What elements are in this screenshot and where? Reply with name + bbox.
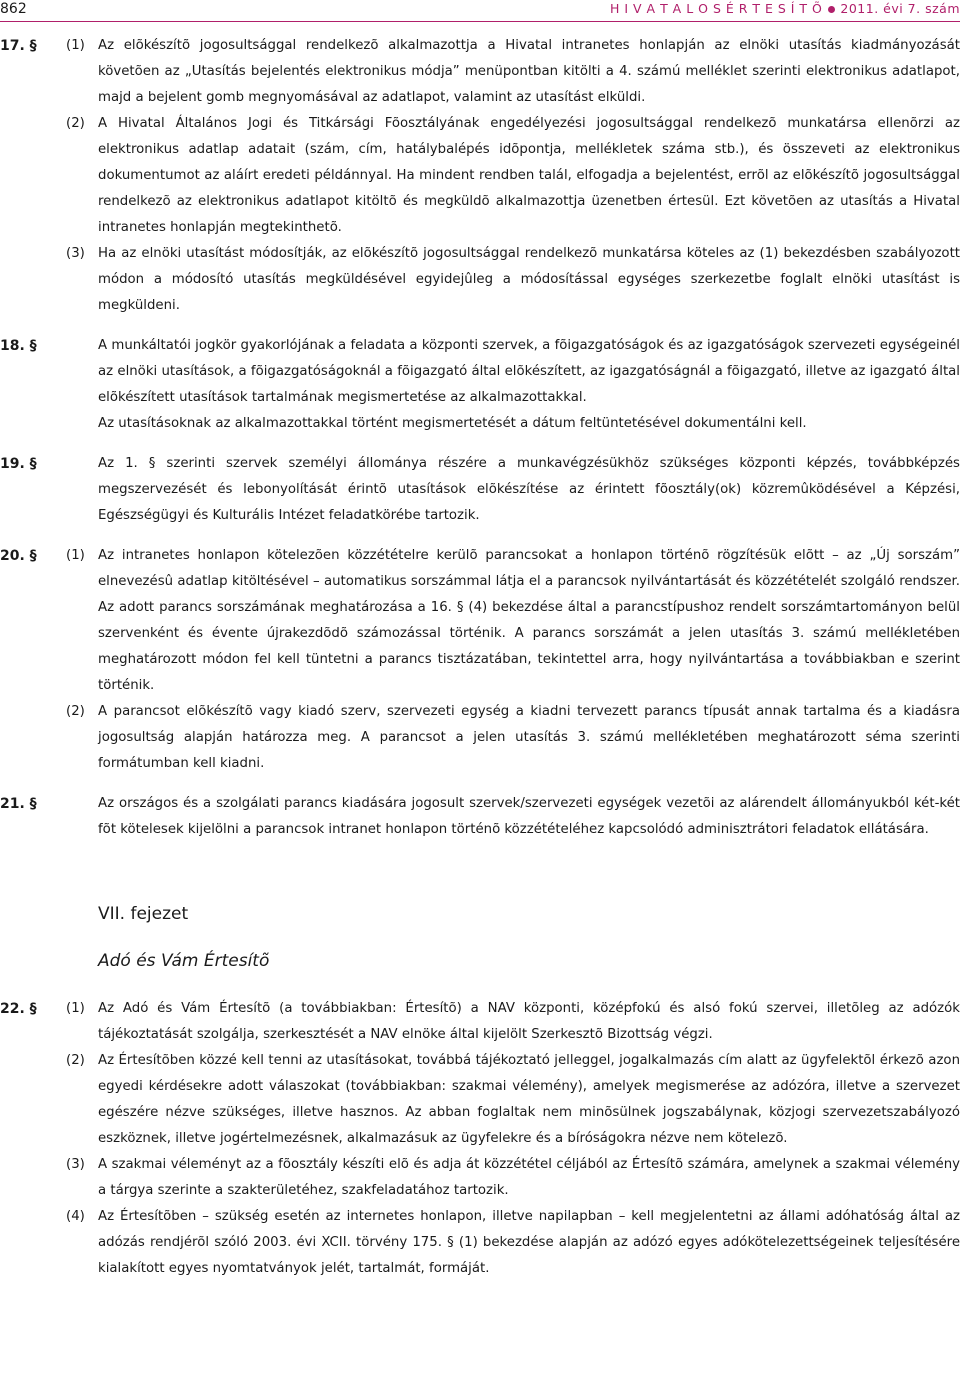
document-body [0,33,960,1282]
section-18 [0,333,960,437]
paragraph-text: Az Értesítõben közzé kell tenni az utasításokat, továbbá tájékoztató jelleggel, jogalkalmazás cím alatt az ügyfelektõl érkezõ azon egyedi kérdésekre adott válaszokat (továbbiakban: szakmai vélemény), amelyek megismerése az adózóra, illetve a szervezet egészére nézve szükséges, illetve hasznos. Az abban foglaltak nem minõsülnek jogszabálynak, közjogi szervezetszabályozó eszköznek, illetve jogértelmezésnek, alkalmazásuk az ügyfelekre és a bíróságokra nézve nem kötelezõ. [98,1053,960,1146]
paragraph [66,1204,960,1282]
section-20 [0,543,960,777]
paragraph [98,333,960,411]
paragraph-number: (2) [66,116,85,131]
paragraph [66,241,960,319]
paragraph [66,996,960,1048]
issue-label: 2011. évi 7. szám [840,1,960,16]
bullet-dot-icon [828,6,835,13]
paragraph-number: (2) [66,1053,85,1068]
paragraph-text: A munkáltatói jogkör gyakorlójának a feladata a központi szervek, a fõigazgatóságok és az igazgatóságok szervezeti egységeinél az elnöki utasítások, a fõigazgatóságoknál a fõigazgató által elõkészített, az igazgatóságnál a fõigazgató, illetve az igazgató által elõkészített utasítások tartalmának megismertetése az alkalmazottakkal. [98,338,960,405]
paragraph-text: Az intranetes honlapon kötelezõen közzétételre kerülõ parancsokat a honlapon történõ rögzítésük elõtt – az „Új sorszám” elnevezésû adatlap kitöltésével – automatikus sorszámmal látja el a parancsok nyilvántartását és közzétételét szolgáló rendszer. Az adott parancs sorszámának meghatározása a 16. § (4) bekezdése által a parancstípushoz rendelt sorszámtartományon belül szervenként és évente újrakezdõdõ számozással történik. A parancs sorszámát a jelen utasítás 3. számú mellékletében meghatározott módon fel kell tüntetni a parancs tisztázatában, tekintettel arra, hogy nyilvántartása a továbbiakban e szerint történik. [98,548,960,693]
section-number: 20. § [0,548,37,564]
paragraph-text: Az Értesítõben – szükség esetén az internetes honlapon, illetve napilapban – kell megjelentetni az állami adóhatóság által az adózás rendjérõl szóló 2003. évi XCII. törvény 175. § (1) bekezdése alapján az adózó egyes adókötelezettségeinek teljesítésére kialakított egyes nyomtatványok jelét, tartalmát, formáját. [98,1209,960,1276]
paragraph-number: (1) [66,38,85,53]
paragraph-number: (2) [66,704,85,719]
section-number: 21. § [0,796,37,812]
paragraph-text: A parancsot elõkészítõ vagy kiadó szerv, szervezeti egység a kiadni tervezett parancs típusát annak tartalma és a kiadásra jogosultság alapján határozza meg. A parancsot a jelen utasítás 3. számú mellékletében meghatározott séma szerinti formátumban kell kiadni. [98,704,960,771]
paragraph [66,1048,960,1152]
running-head [610,0,960,18]
chapter-subtitle: Adó és Vám Értesítõ [98,951,270,971]
paragraph-number: (1) [66,548,85,563]
paragraph [98,791,960,843]
paragraph-text: Ha az elnöki utasítást módosítják, az elõkészítõ jogosultsággal rendelkezõ munkatársa köteles az (1) bekezdésben szabályozott módon a módosító utasítás megküldésével egyidejûleg a módosítással egységes szerkezetbe foglalt elnöki utasítást is megküldeni. [98,246,960,313]
section-number: 22. § [0,1001,37,1017]
paragraph-text: Az Adó és Vám Értesítõ (a továbbiakban: Értesítõ) a NAV központi, középfokú és alsó fokú szervei, illetõleg az adózók tájékoztatását szolgálja, szerkesztését a NAV elnöke által kijelölt Szerkesztõ Bizottság végzi. [98,1001,960,1042]
paragraph [98,411,960,437]
paragraph-text: A Hivatal Általános Jogi és Titkársági Fõosztályának engedélyezési jogosultsággal rendelkezõ munkatársa ellenõrzi az elektronikus adatlap adatait (szám, cím, hatálybalépés idõpontja, mellékletek száma stb.), és összeveti az elektronikus dokumentumot az aláírt eredeti példánnyal. Ha mindent rendben talál, elfogadja a bejelentést, errõl az elõkészítõ jogosultsággal rendelkezõ az elektronikus adatlapot kitöltõ és megküldõ alkalmazottja üzenetben értesül. Ezt követõen az utasítás a Hivatal intranetes honlapján megtekinthetõ. [98,116,960,235]
paragraph-text: A szakmai véleményt az a fõosztály készíti elõ és adja át közzététel céljából az Értesítõ számára, amelynek a szakmai vélemény a tárgya szerinte a szakterületéhez, szakfeladatához tartozik. [98,1157,960,1198]
paragraph [66,1152,960,1204]
paragraph-text: Az 1. § szerinti szervek személyi állománya részére a munkavégzésükhöz szükséges központi képzés, továbbképzés megszervezését és lebonyolítását érintõ utasítások elõkészítése az érintett fõosztály(ok) közremûködésével a Képzési, Egészségügyi és Kulturális Intézet feladatkörébe tartozik. [98,456,960,523]
paragraph-number: (3) [66,246,85,261]
section-17 [0,33,960,319]
paragraph-text: Az országos és a szolgálati parancs kiadására jogosult szervek/szervezeti egységek vezetõi az alárendelt állományukból két-két fõt kötelesek kijelölni a parancsok intranet honlapon történõ közzétételéhez kapcsolódó adminisztrátori feladatok ellátására. [98,796,960,837]
paragraph [98,451,960,529]
paragraph-text: Az elõkészítõ jogosultsággal rendelkezõ alkalmazottja a Hivatal intranetes honlapján az elnöki utasítás kiadmányozását követõen az „Utasítás bejelentés elektronikus módja” menüpontban kitölti a 4. számú melléklet szerinti elektronikus adatlapot, majd a bejelent gomb megnyomásával az adatlapot, valamint az utasítást elküldi. [98,38,960,105]
section-number: 18. § [0,338,37,354]
section-21 [0,791,960,843]
page-header [0,0,960,22]
section-19 [0,451,960,529]
section-number: 19. § [0,456,37,472]
paragraph-number: (3) [66,1157,85,1172]
chapter-title: VII. fejezet [98,904,189,924]
page-number: 862 [0,1,27,17]
paragraph [66,111,960,241]
paragraph-number: (4) [66,1209,85,1224]
section-22 [0,996,960,1282]
paragraph [66,543,960,699]
section-number: 17. § [0,38,37,54]
paragraph-number: (1) [66,1001,85,1016]
paragraph [66,33,960,111]
paragraph [66,699,960,777]
paragraph-text: Az utasításoknak az alkalmazottakkal történt megismertetését a dátum feltüntetésével dokumentálni kell. [98,416,807,431]
journal-title: H I V A T A L O S É R T E S Í T Õ [609,1,823,16]
header-rule [0,21,960,22]
